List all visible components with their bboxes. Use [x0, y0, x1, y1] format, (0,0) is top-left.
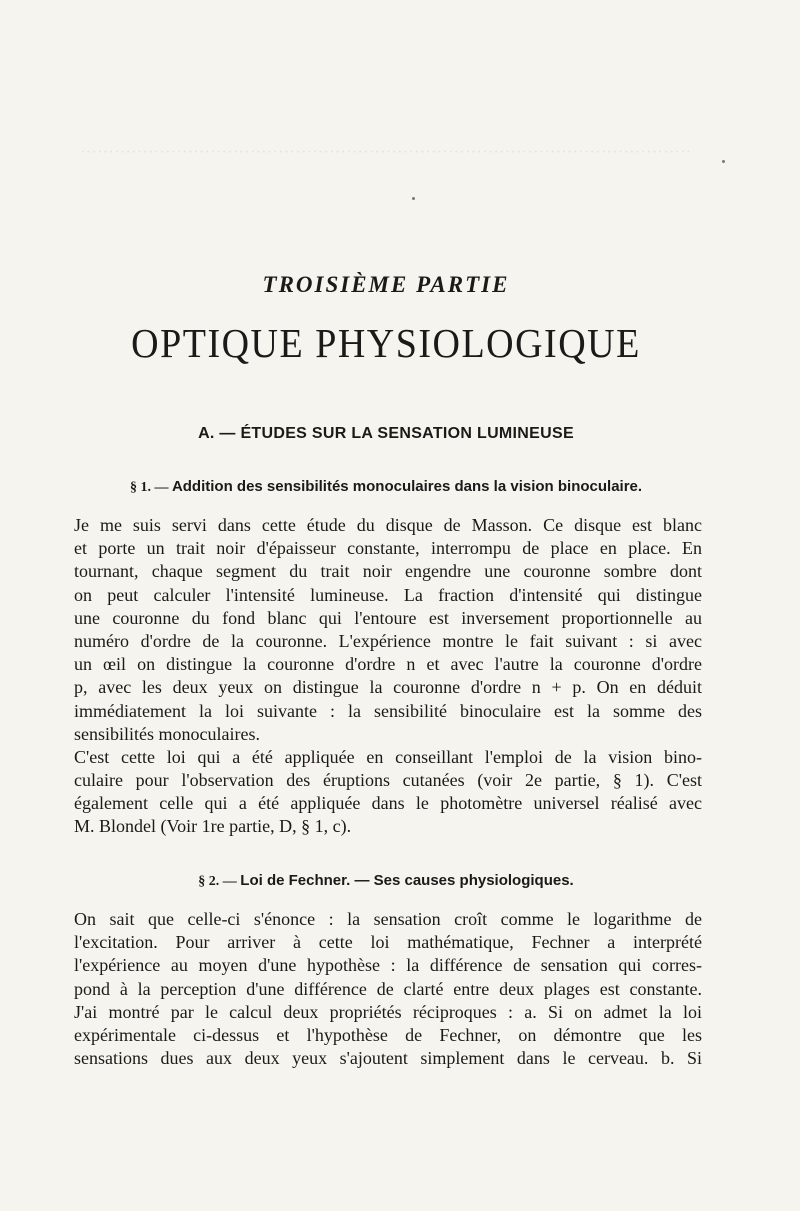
- paragraph-line: également celle qui a été appliquée dans le photomètre universel réalisé avec: [74, 793, 702, 814]
- paragraph-line: et porte un trait noir d'épaisseur constante, interrompu de place en place. En: [74, 538, 702, 559]
- paragraph-line: immédiatement la loi suivante : la sensibilité binoculaire est la somme des: [74, 700, 702, 721]
- paragraph-line: l'excitation. Pour arriver à cette loi mathématique, Fechner a interprété: [74, 932, 702, 953]
- paragraph-line: tournant, chaque segment du trait noir engendre une couronne sombre dont: [74, 561, 702, 582]
- paragraph-line: culaire pour l'observation des éruptions cutanées (voir 2e partie, § 1). C'est: [74, 770, 702, 791]
- page-speck: [412, 197, 415, 200]
- paragraph-line: pond à la perception d'une différence de clarté entre deux plages est constante.: [74, 978, 702, 999]
- paragraph-line: sensations dues aux deux yeux s'ajoutent simplement dans le cerveau. b. Si: [74, 1048, 702, 1069]
- subsection-2-number: § 2. —: [198, 874, 241, 889]
- subsection-1-body: [74, 514, 702, 839]
- paragraph-line: on peut calculer l'intensité lumineuse. La fraction d'intensité qui distingue: [74, 584, 702, 605]
- paragraph-line: J'ai montré par le calcul deux propriétés réciproques : a. Si on admet la loi: [74, 1001, 702, 1022]
- subsection-2-title: Loi de Fechner. — Ses causes physiologiques.: [240, 872, 574, 889]
- section-a-heading: A. — ÉTUDES SUR LA SENSATION LUMINEUSE: [198, 425, 574, 442]
- paragraph-line: l'expérience au moyen d'une hypothèse : la différence de sensation qui corres-: [74, 955, 702, 976]
- subsection-1-number: § 1. —: [129, 480, 172, 495]
- paragraph-line: On sait que celle-ci s'énonce : la sensation croît comme le logarithme de: [74, 909, 702, 929]
- paragraph-line: expérimentale ci-dessus et l'hypothèse de Fechner, on démontre que les: [74, 1024, 702, 1045]
- paragraph-line: numéro d'ordre de la couronne. L'expérience montre le fait suivant : si avec: [74, 630, 702, 651]
- paragraph-line: p, avec les deux yeux on distingue la couronne d'ordre n + p. On en déduit: [74, 677, 702, 698]
- main-title: OPTIQUE PHYSIOLOGIQUE: [131, 321, 641, 367]
- paragraph-line: un œil on distingue la couronne d'ordre n et avec l'autre la couronne d'ordre: [74, 654, 702, 675]
- page-speck: [722, 160, 725, 163]
- subsection-2-body: [74, 908, 702, 1070]
- subsection-2-heading: [0, 872, 772, 890]
- paragraph-line: une couronne du fond blanc qui l'entoure est inversement proportionnelle au: [74, 607, 702, 628]
- paragraph-line: M. Blondel (Voir 1re partie, D, § 1, c).: [74, 816, 352, 837]
- subsection-1-title: Addition des sensibilités monoculaires dans la vision binoculaire.: [171, 478, 643, 495]
- part-title: TROISIÈME PARTIE: [262, 272, 510, 297]
- subsection-1-heading: [0, 478, 772, 496]
- bleed-through-text: ············································································································: [80, 142, 692, 161]
- paragraph-line: C'est cette loi qui a été appliquée en conseillant l'emploi de la vision bino-: [74, 746, 702, 767]
- paragraph-line: Je me suis servi dans cette étude du disque de Masson. Ce disque est blanc: [74, 515, 702, 535]
- paragraph-line: sensibilités monoculaires.: [74, 723, 260, 744]
